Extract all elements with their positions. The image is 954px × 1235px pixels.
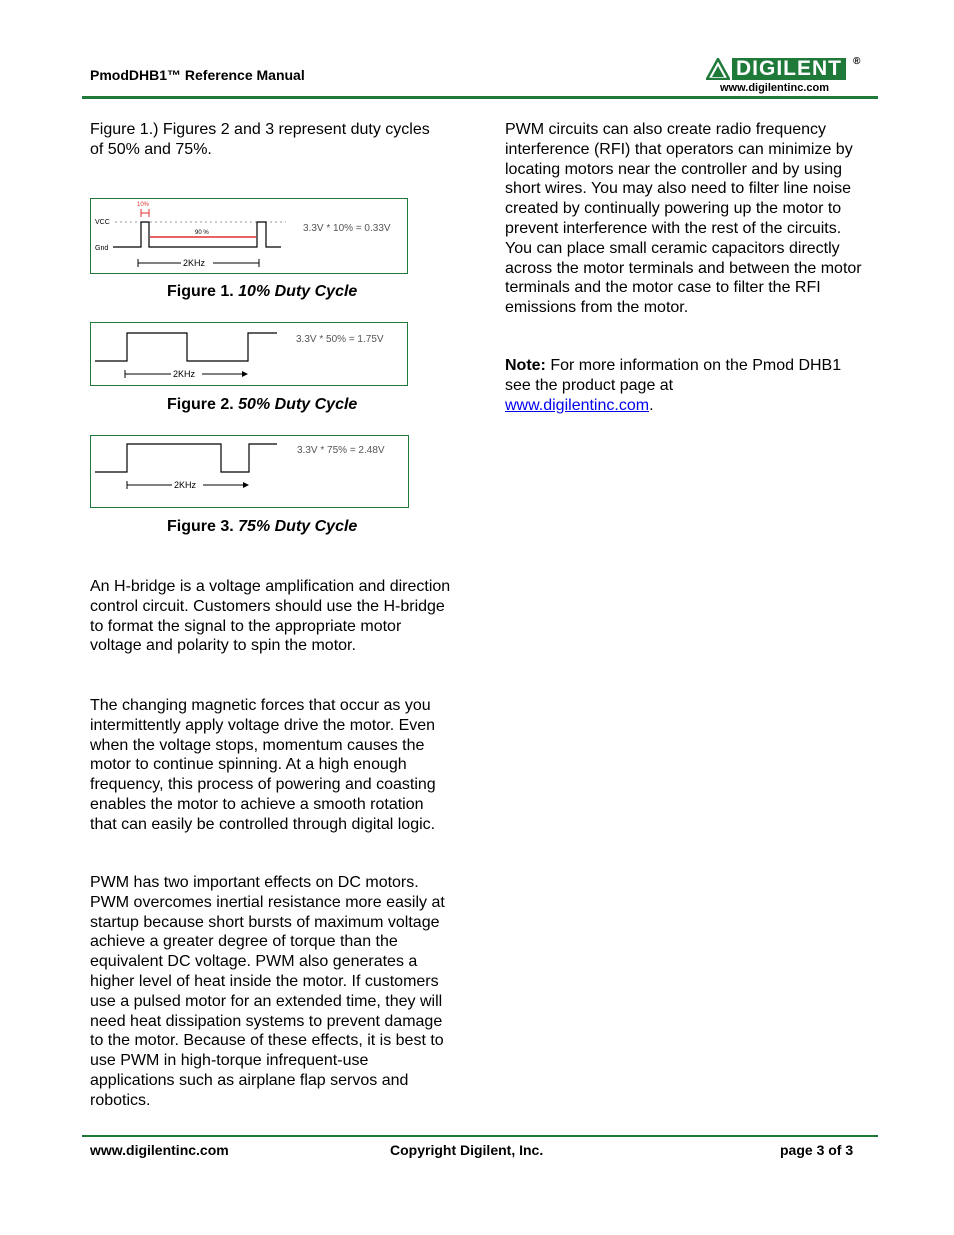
voltage-formula: 3.3V * 50% = 1.75V xyxy=(296,334,384,345)
pulse-width-label: 10% xyxy=(137,202,150,208)
pwm-effects-paragraph: PWM has two important effects on DC motors. PWM overcomes inertial resistance more easily at startup because short bursts of maximum voltage achieve a greater degree of torque than the equivalent DC voltage. PWM also generates a higher level of heat inside the motor. If customers use a pulsed motor for an extended time, they will need heat dissipation systems to prevent damage to the motor. Because of these effects, it is best to use PWM in high-torque infrequent-use applications such as airplane flap servos and robotics. xyxy=(90,874,445,1109)
document-title: PmodDHB1™ Reference Manual xyxy=(90,67,305,83)
h-bridge-paragraph: An H-bridge is a voltage amplification and direction control circuit. Customers should use the H-bridge to format the signal to the appropriate motor voltage and polarity to spin the motor. xyxy=(90,578,451,655)
frequency-label: 2KHz xyxy=(174,480,197,490)
rfi-paragraph: PWM circuits can also create radio frequency interference (RFI) that operators can minimize by locating motors near the controller and by using short wires. You may also need to filter line noise created by continually powering up the motor to prevent interference with the rest of the circuits. You can place small ceramic capacitors directly across the motor terminals and between the motor terminals and the motor case to filter the RFI emissions from the motor. xyxy=(505,121,862,317)
pwm-10-waveform xyxy=(91,199,407,273)
logo-triangle-icon xyxy=(706,58,730,80)
footer-url: www.digilentinc.com xyxy=(90,1142,229,1158)
logo-url: www.digilentinc.com xyxy=(720,82,829,94)
vcc-label: VCC xyxy=(95,219,110,226)
figure-3-diagram xyxy=(90,435,409,508)
figure-3-caption: Figure 3. 75% Duty Cycle xyxy=(167,518,358,535)
footer-rule xyxy=(82,1135,878,1137)
pwm-50-waveform xyxy=(91,323,407,385)
voltage-formula: 3.3V * 10% = 0.33V xyxy=(303,223,391,234)
low-period-label: 90 % xyxy=(195,230,209,236)
registered-mark: ® xyxy=(853,56,861,67)
note-label: Note: xyxy=(505,357,546,374)
header-rule xyxy=(82,96,878,99)
figure-1-diagram xyxy=(90,198,408,274)
product-page-link[interactable]: www.digilentinc.com xyxy=(505,396,650,414)
pwm-75-waveform xyxy=(91,436,408,507)
intro-text: Figure 1.) Figures 2 and 3 represent duty cycles of 50% and 75%. xyxy=(90,121,430,158)
voltage-formula: 3.3V * 75% = 2.48V xyxy=(297,445,385,456)
gnd-label: Gnd xyxy=(95,245,109,252)
logo-wordmark: DIGILENT xyxy=(732,58,846,80)
footer-page-number: page 3 of 3 xyxy=(780,1142,854,1158)
figure-1-caption: Figure 1. 10% Duty Cycle xyxy=(167,283,358,300)
figure-2-caption: Figure 2. 50% Duty Cycle xyxy=(167,396,358,413)
magnetic-forces-paragraph: The changing magnetic forces that occur as you intermittently apply voltage drive the motor. Even when the voltage stops, momentum causes the motor to continue spinning. At a high enough frequency, this process of powering and coasting enables the motor to achieve a smooth rotation that can easily be controlled through digital logic. xyxy=(90,697,436,833)
digilent-logo xyxy=(706,56,876,96)
frequency-label: 2KHz xyxy=(173,369,196,379)
frequency-label: 2KHz xyxy=(183,258,206,268)
footer-copyright: Copyright Digilent, Inc. xyxy=(390,1142,544,1158)
note-paragraph: Note: For more information on the Pmod DHB1 see the product page at www.digilentinc.com. xyxy=(505,357,842,414)
figure-2-diagram xyxy=(90,322,408,386)
